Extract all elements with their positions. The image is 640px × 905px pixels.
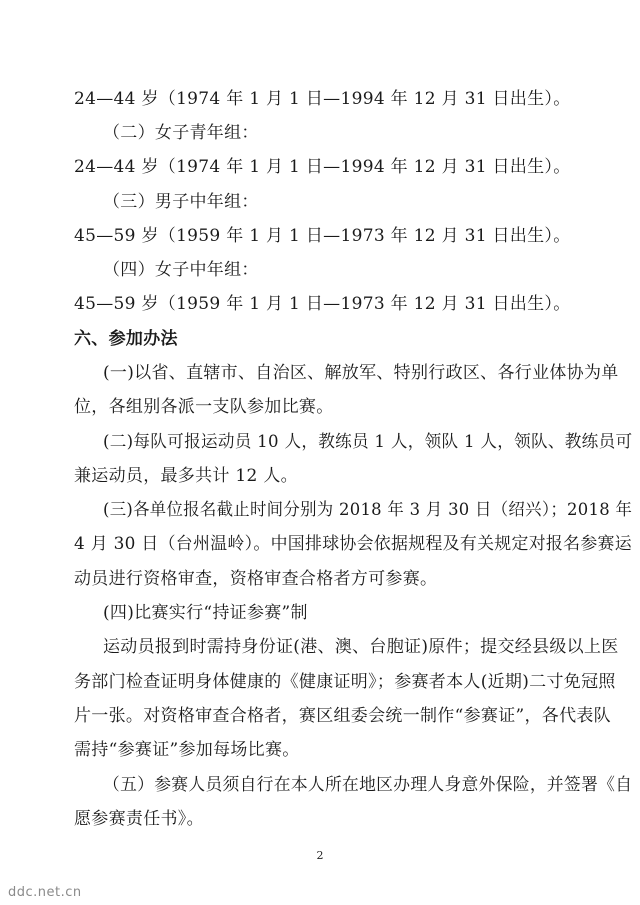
section-subheading: （二）女子青年组： — [103, 123, 259, 143]
text-line: (二)每队可报运动员 10 人，教练员 1 人，领队 1 人，领队、教练员可 — [103, 432, 633, 452]
text-line: 愿参赛责任书》。 — [74, 809, 204, 829]
text-line: 4 月 30 日（台州温岭）。中国排球协会依据规程及有关规定对报名参赛运 — [74, 534, 632, 554]
section-subheading: （三）男子中年组： — [103, 192, 259, 212]
text-line: 动员进行资格审查，资格审查合格者方可参赛。 — [74, 569, 438, 589]
text-line: (一)以省、直辖市、自治区、解放军、特别行政区、各行业体协为单 — [103, 363, 619, 383]
text-line: 需持“参赛证”参加每场比赛。 — [74, 740, 300, 760]
section-subheading: （四）女子中年组： — [103, 260, 259, 280]
watermark: ddc.net.cn — [8, 885, 82, 900]
page-number: 2 — [316, 849, 324, 862]
text-line: 24—44 岁（1974 年 1 月 1 日—1994 年 12 月 31 日出生）。 — [74, 89, 571, 109]
text-line: 兼运动员，最多共计 12 人。 — [74, 466, 298, 486]
text-line: (四)比赛实行“持证参赛”制 — [103, 603, 308, 623]
text-line: 45—59 岁（1959 年 1 月 1 日—1973 年 12 月 31 日出生）。 — [74, 226, 571, 246]
text-line: 运动员报到时需持身份证(港、澳、台胞证)原件；提交经县级以上医 — [103, 637, 619, 657]
text-line: 务部门检查证明身体健康的《健康证明》；参赛者本人(近期)二寸免冠照 — [74, 672, 616, 692]
text-line: (三)各单位报名截止时间分别为 2018 年 3 月 30 日（绍兴）；2018 年 — [103, 500, 633, 520]
text-line: 位，各组别各派一支队参加比赛。 — [74, 397, 334, 417]
text-line: 片一张。对资格审查合格者，赛区组委会统一制作“参赛证”，各代表队 — [74, 706, 611, 726]
text-line: 24—44 岁（1974 年 1 月 1 日—1994 年 12 月 31 日出生）。 — [74, 157, 571, 177]
text-line: （五）参赛人员须自行在本人所在地区办理人身意外保险，并签署《自 — [103, 775, 633, 795]
section-heading: 六、参加办法 — [74, 329, 178, 349]
text-line: 45—59 岁（1959 年 1 月 1 日—1973 年 12 月 31 日出生）。 — [74, 294, 571, 314]
